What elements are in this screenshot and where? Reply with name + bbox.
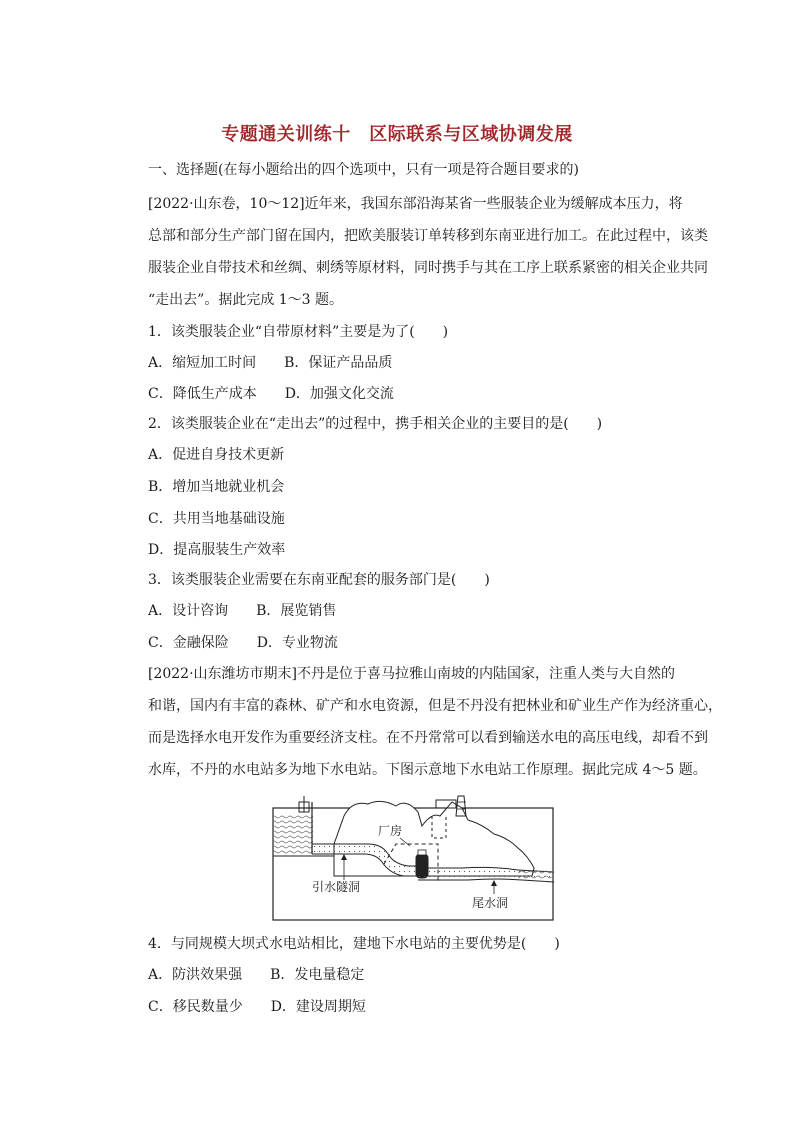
passage-line: “走出去”。据此完成 1～3 题。 [148, 292, 344, 308]
option-b: B．增加当地就业机会 [148, 479, 285, 495]
label-powerhouse: 厂房 [378, 824, 403, 838]
question-options: A．防洪效果强 B．发电量稳定 [148, 967, 365, 983]
question-stem: 4．与同规模大坝式水电站相比，建地下水电站的主要优势是( ) [148, 936, 560, 952]
question-stem: 3．该类服装企业需要在东南亚配套的服务部门是( ) [148, 572, 490, 588]
passage-line: 总部和部分生产部门留在国内，把欧美服装订单转移到东南亚进行加工。在此过程中，该类 [148, 228, 708, 244]
passage-line: 水库，不丹的水电站多为地下水电站。下图示意地下水电站工作原理。据此完成 4～5 题。 [148, 762, 707, 778]
label-intake-tunnel: 引水隧洞 [312, 880, 361, 894]
passage-line: 而是选择水电开发作为重要经济支柱。在不丹常常可以看到输送水电的高压电线，却看不到 [148, 730, 708, 746]
page-title: 专题通关训练十 区际联系与区域协调发展 [221, 124, 573, 145]
option-a: A．促进自身技术更新 [148, 447, 285, 463]
turbine-icon [416, 854, 428, 878]
question-options: C．金融保险 D．专业物流 [148, 635, 338, 651]
section-heading: 一、选择题(在每小题给出的四个选项中，只有一项是符合题目要求的) [148, 162, 579, 178]
passage-line: [2022·山东潍坊市期末]不丹是位于喜马拉雅山南坡的内陆国家，注重人类与大自然的 [148, 666, 676, 682]
label-tail-tunnel: 尾水洞 [472, 896, 509, 910]
option-c: C．共用当地基础设施 [148, 511, 285, 527]
question-options: C．降低生产成本 D．加强文化交流 [148, 386, 394, 402]
question-options: A．设计咨询 B．展览销售 [148, 603, 337, 619]
passage-line: 和谐，国内有丰富的森林、矿产和水电资源，但是不丹没有把林业和矿业生产作为经济重心， [148, 698, 722, 714]
question-stem: 2．该类服装企业在“走出去”的过程中，携手相关企业的主要目的是( ) [148, 416, 603, 432]
question-options: C．移民数量少 D．建设周期短 [148, 999, 366, 1015]
hydropower-diagram [272, 794, 554, 922]
question-options: A．缩短加工时间 B．保证产品品质 [148, 355, 393, 371]
reservoir-water [273, 814, 313, 856]
option-d: D．提高服装生产效率 [148, 542, 286, 558]
mountain-shape [334, 801, 534, 876]
hydropower-diagram-svg [272, 794, 554, 922]
question-stem: 1．该类服装企业“自带原材料”主要是为了( ) [148, 324, 449, 340]
passage-line: [2022·山东卷，10～12]近年来，我国东部沿海某省一些服装企业为缓解成本压力，将 [148, 196, 683, 212]
passage-line: 服装企业自带技术和丝绸、刺绣等原材料，同时携手与其在工序上联系紧密的相关企业共同 [148, 260, 708, 276]
